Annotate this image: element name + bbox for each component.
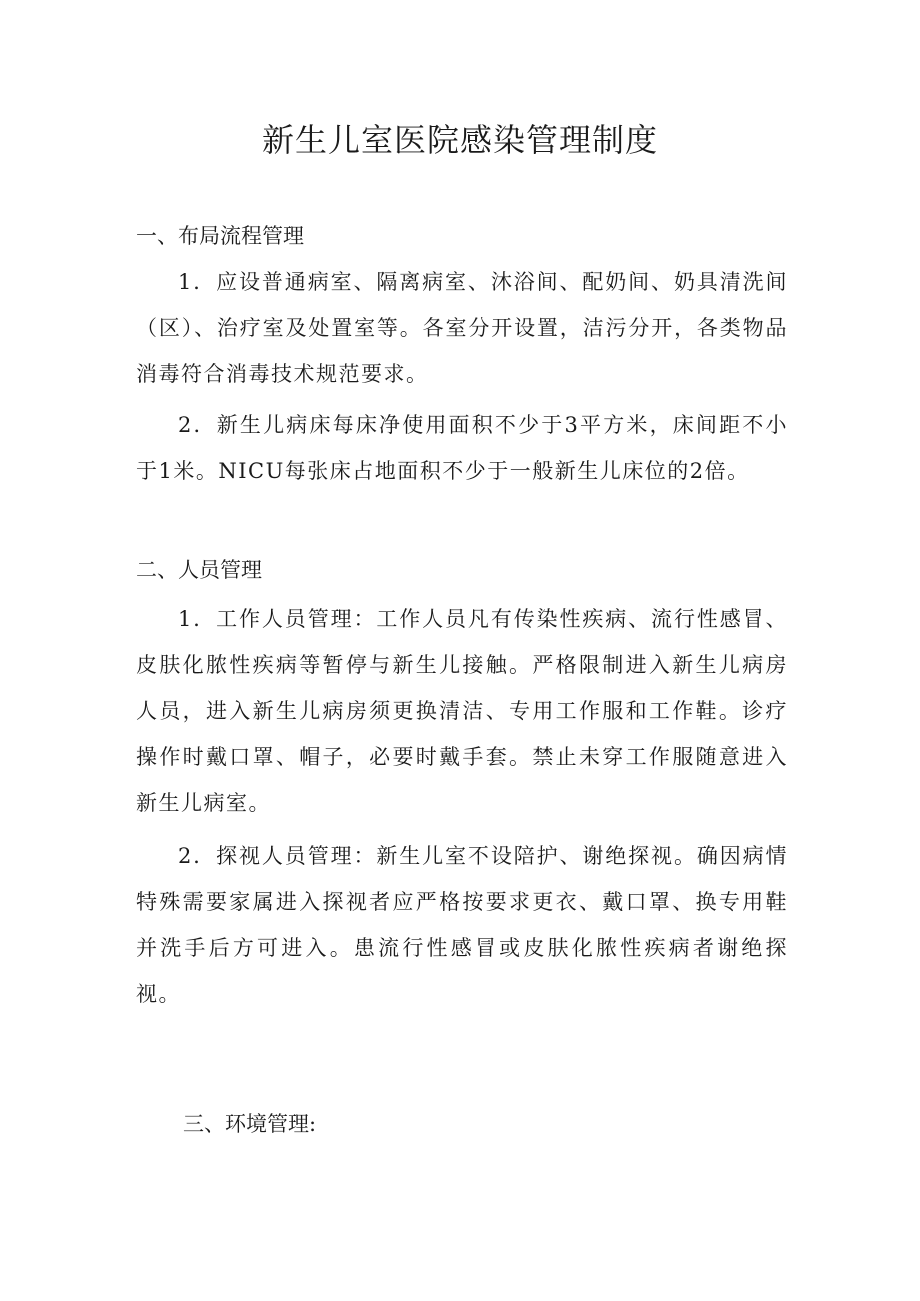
section-heading-personnel: 二、人员管理: [136, 558, 262, 582]
paragraph-layout-2: 2．新生儿病床每床净使用面积不少于3平方米，床间距不小于1米。NICU每张床占地面积不少于一般新生儿床位的2倍。: [136, 413, 788, 483]
paragraph-personnel-1: 1．工作人员管理：工作人员凡有传染性疾病、流行性感冒、皮肤化脓性疾病等暂停与新生儿接触。严格限制进入新生儿病房人员，进入新生儿病房须更换清洁、专用工作服和工作鞋。诊疗操作时戴口罩、帽子，必要时戴手套。禁止未穿工作服随意进入新生儿病室。: [136, 607, 788, 815]
paragraph-layout-1: 1．应设普通病室、隔离病室、沐浴间、配奶间、奶具清洗间（区）、治疗室及处置室等。各室分开设置，洁污分开，各类物品消毒符合消毒技术规范要求。: [136, 270, 788, 386]
section-heading-layout: 一、布局流程管理: [136, 224, 304, 248]
document-title: 新生儿室医院感染管理制度: [261, 121, 658, 159]
section-heading-environment: 三、环境管理:: [183, 1112, 317, 1136]
paragraph-personnel-2: 2．探视人员管理：新生儿室不设陪护、谢绝探视。确因病情特殊需要家属进入探视者应严格按要求更衣、戴口罩、换专用鞋并洗手后方可进入。患流行性感冒或皮肤化脓性疾病者谢绝探视。: [136, 844, 788, 1006]
